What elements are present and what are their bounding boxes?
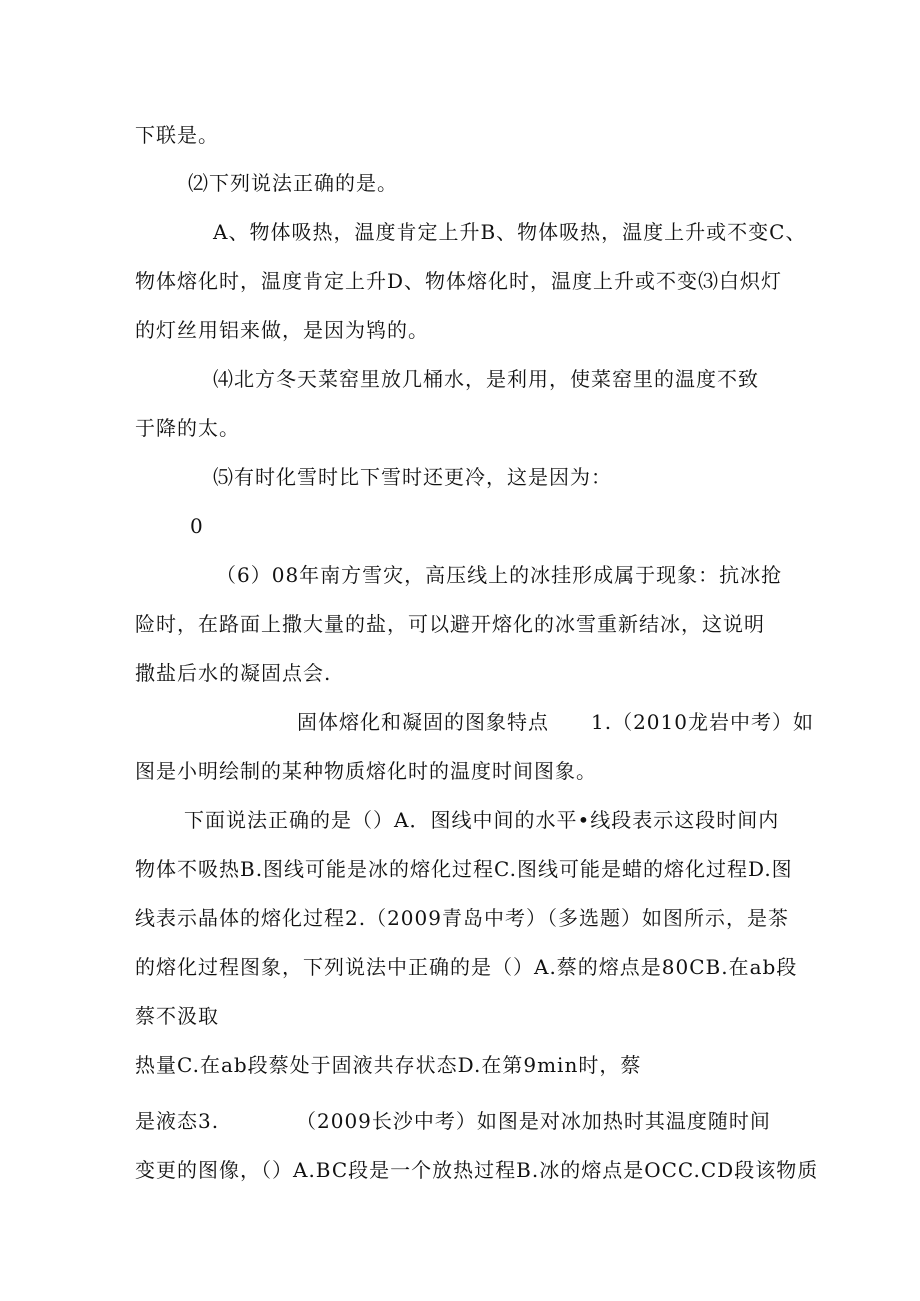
text-line: 物体熔化时，温度肯定上升D、物体熔化时，温度上升或不变⑶白炽灯 [135, 269, 783, 293]
text-line: 下联是。 [135, 123, 219, 147]
text-line: 固体熔化和凝固的图象特点 1.（2010龙岩中考）如 [297, 710, 814, 734]
text-line: ⑵下列说法正确的是。 [188, 171, 398, 195]
text-line: ⑸有时化雪时比下雪时还更冷，这是因为： [213, 465, 612, 489]
text-line: 险时，在路面上撒大量的盐，可以避开熔化的冰雪重新结冰，这说明 [135, 612, 765, 636]
text-line: ⑷北方冬天菜窑里放几桶水，是利用，使菜窑里的温度不致 [213, 367, 759, 391]
text-line: 物体不吸热B.图线可能是冰的熔化过程C.图线可能是蜡的熔化过程D.图 [135, 857, 793, 881]
text-line: 变更的图像，（）A.BC段是一个放热过程B.冰的熔点是OCC.CD段该物质 [135, 1158, 819, 1182]
text-line: 于降的太。 [135, 416, 240, 440]
text-line: 的熔化过程图象，下列说法中正确的是（）A.蔡的熔点是80CB.在ab段 [135, 955, 798, 979]
text-line: 热量C.在ab段蔡处于固液共存状态D.在第9min时，蔡 [135, 1053, 642, 1077]
text-line: 蔡不汲取 [135, 1004, 219, 1028]
text-line: 撒盐后水的凝固点会. [135, 661, 332, 685]
text-line: A、物体吸热，温度肯定上升B、物体吸热，温度上升或不变C、 [213, 220, 807, 244]
text-line: （2009长沙中考）如图是对冰加热时其温度随时间 [296, 1109, 771, 1133]
text-line: 是液态3. [135, 1109, 220, 1133]
text-line: （6）08年南方雪灾，高压线上的冰挂形成属于现象：抗冰抢 [216, 563, 783, 587]
text-line: 线表示晶体的熔化过程2.（2009青岛中考）（多选题）如图所示，是茶 [135, 906, 789, 930]
text-line: 下面说法正确的是（）A．图线中间的水平•线段表示这段时间内 [184, 808, 780, 832]
text-line: 0 [190, 514, 204, 538]
text-line: 图是小明绘制的某种物质熔化时的温度时间图象。 [135, 759, 597, 783]
text-line: 的灯丝用铝来做，是因为鸨的。 [135, 318, 429, 342]
